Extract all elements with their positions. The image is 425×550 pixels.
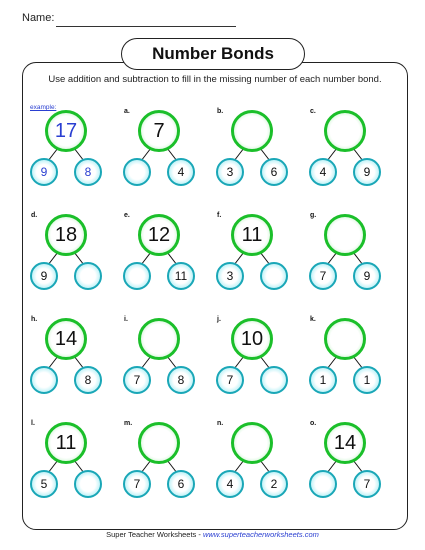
problem-letter: o. — [310, 420, 317, 427]
worksheet-title: Number Bonds — [121, 38, 305, 70]
part-circle-right[interactable] — [74, 470, 102, 498]
footer — [0, 530, 425, 539]
number-bond — [309, 212, 405, 294]
problem-letter: i. — [124, 316, 128, 323]
whole-circle[interactable] — [324, 318, 366, 360]
problem-letter: m. — [124, 420, 133, 427]
problem-letter: l. — [31, 420, 35, 427]
part-circle-right: 8 — [74, 366, 102, 394]
problem-letter: k. — [310, 316, 316, 323]
part-circle-left: 7 — [123, 366, 151, 394]
footer-url[interactable]: www.superteacherworksheets.com — [202, 530, 319, 539]
part-circle-right: 6 — [260, 158, 288, 186]
part-circle-right: 1 — [353, 366, 381, 394]
number-bond — [216, 108, 312, 190]
part-circle-left: 1 — [309, 366, 337, 394]
number-bond — [309, 316, 405, 398]
whole-circle[interactable] — [324, 110, 366, 152]
problem-letter: n. — [217, 420, 224, 427]
part-circle-left: 7 — [309, 262, 337, 290]
part-circle-right: 4 — [167, 158, 195, 186]
problem-letter: f. — [217, 212, 222, 219]
number-bond — [216, 316, 312, 398]
number-bond — [123, 108, 219, 190]
whole-circle: 14 — [45, 318, 87, 360]
example-label: example: — [30, 104, 57, 111]
part-circle-left[interactable] — [30, 366, 58, 394]
number-bond — [309, 108, 405, 190]
whole-circle[interactable] — [231, 110, 273, 152]
problem-letter: b. — [217, 108, 224, 115]
part-circle-right: 6 — [167, 470, 195, 498]
number-bond — [123, 420, 219, 502]
part-circle-left: 7 — [123, 470, 151, 498]
whole-circle: 18 — [45, 214, 87, 256]
problem-letter: j. — [217, 316, 221, 323]
part-circle-left: 4 — [309, 158, 337, 186]
part-circle-right: 7 — [353, 470, 381, 498]
whole-circle: 17 — [45, 110, 87, 152]
part-circle-left: 9 — [30, 262, 58, 290]
part-circle-right: 9 — [353, 262, 381, 290]
part-circle-right[interactable] — [74, 262, 102, 290]
number-bond — [216, 212, 312, 294]
part-circle-left: 3 — [216, 158, 244, 186]
part-circle-left: 7 — [216, 366, 244, 394]
name-label: Name: — [22, 12, 55, 24]
whole-circle: 11 — [231, 214, 273, 256]
part-circle-right: 8 — [167, 366, 195, 394]
part-circle-left[interactable] — [309, 470, 337, 498]
number-bond — [30, 420, 126, 502]
whole-circle[interactable] — [231, 422, 273, 464]
number-bond — [309, 420, 405, 502]
example-bond — [30, 104, 126, 190]
part-circle-left: 4 — [216, 470, 244, 498]
problem-letter: a. — [124, 108, 130, 115]
part-circle-right[interactable] — [260, 366, 288, 394]
whole-circle[interactable] — [138, 318, 180, 360]
instructions: Use addition and subtraction to fill in the missing number of each number bond. — [48, 74, 382, 85]
part-circle-right: 8 — [74, 158, 102, 186]
whole-circle: 14 — [324, 422, 366, 464]
part-circle-left: 9 — [30, 158, 58, 186]
part-circle-left[interactable] — [123, 158, 151, 186]
whole-circle[interactable] — [324, 214, 366, 256]
whole-circle: 7 — [138, 110, 180, 152]
whole-circle[interactable] — [138, 422, 180, 464]
part-circle-left: 5 — [30, 470, 58, 498]
part-circle-right[interactable] — [260, 262, 288, 290]
part-circle-left: 3 — [216, 262, 244, 290]
part-circle-right: 2 — [260, 470, 288, 498]
whole-circle: 11 — [45, 422, 87, 464]
part-circle-left[interactable] — [123, 262, 151, 290]
problem-letter: g. — [310, 212, 317, 219]
number-bond — [30, 212, 126, 294]
problem-letter: e. — [124, 212, 130, 219]
problem-letter: c. — [310, 108, 316, 115]
problem-letter: h. — [31, 316, 38, 323]
number-bond — [123, 212, 222, 294]
name-line[interactable] — [56, 26, 236, 27]
whole-circle: 10 — [231, 318, 273, 360]
part-circle-right: 9 — [353, 158, 381, 186]
number-bond — [123, 316, 219, 398]
part-circle-right: 11 — [167, 262, 195, 290]
number-bond — [30, 316, 126, 398]
number-bond — [216, 420, 312, 502]
footer-text: Super Teacher Worksheets - — [106, 530, 203, 539]
whole-circle: 12 — [138, 214, 180, 256]
problem-letter: d. — [31, 212, 38, 219]
